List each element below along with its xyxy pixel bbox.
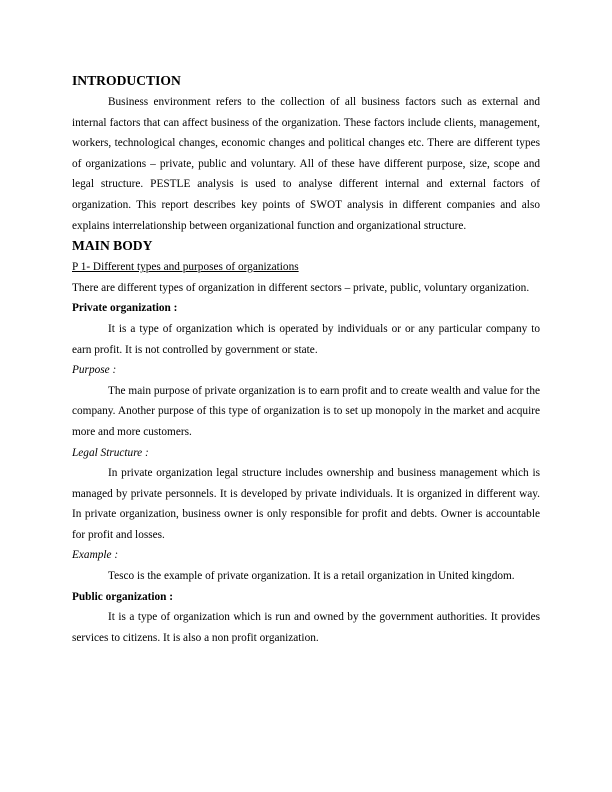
introduction-heading: INTRODUCTION — [72, 73, 181, 88]
example-label: Example : — [72, 549, 119, 562]
public-organization-heading: Public organization : — [72, 590, 174, 603]
purpose-paragraph: The main purpose of private organization is to earn profit and to create wealth and value for the company. Another purpose of this type of organization is to set up monopoly in the market and acquire more and more customers. — [72, 384, 540, 438]
document-page — [72, 72, 540, 648]
public-organization-paragraph: It is a type of organization which is run and owned by the government authorities. It provides services to citizens. It is also a non profit organization. — [72, 611, 540, 644]
main-body-heading: MAIN BODY — [72, 238, 153, 254]
example-paragraph: Tesco is the example of private organization. It is a retail organization in United kingdom. — [108, 570, 515, 583]
introduction-paragraph: Business environment refers to the collection of all business factors such as external and internal factors that can affect business of the organization. These factors include clients, management, workers, technological changes, economic changes and political changes etc. There are different types of organizations – private, public and voluntary. All of these have different purpose, size, scope and legal structure. PESTLE analysis is used to analyse different internal and external factors of organization. This report describes key points of SWOT analysis in different companies and also explains interrelationship between organizational function and organizational structure. — [72, 96, 540, 232]
private-organization-paragraph: It is a type of organization which is operated by individuals or or any particular company to earn profit. It is not controlled by government or state. — [72, 322, 540, 356]
p1-section-title: P 1- Different types and purposes of organizations — [72, 261, 299, 274]
p1-intro-paragraph: There are different types of organization in different sectors – private, public, voluntary organization. — [72, 281, 530, 294]
purpose-label: Purpose : — [72, 364, 117, 377]
private-organization-heading: Private organization : — [72, 302, 178, 315]
legal-structure-label: Legal Structure : — [72, 446, 149, 459]
legal-structure-paragraph: In private organization legal structure includes ownership and business management which is managed by private personnels. It is developed by private individuals. It is organized in different way. In private organization, business owner is only responsible for profit and debts. Owner is accountable for profit and losses. — [72, 467, 540, 541]
